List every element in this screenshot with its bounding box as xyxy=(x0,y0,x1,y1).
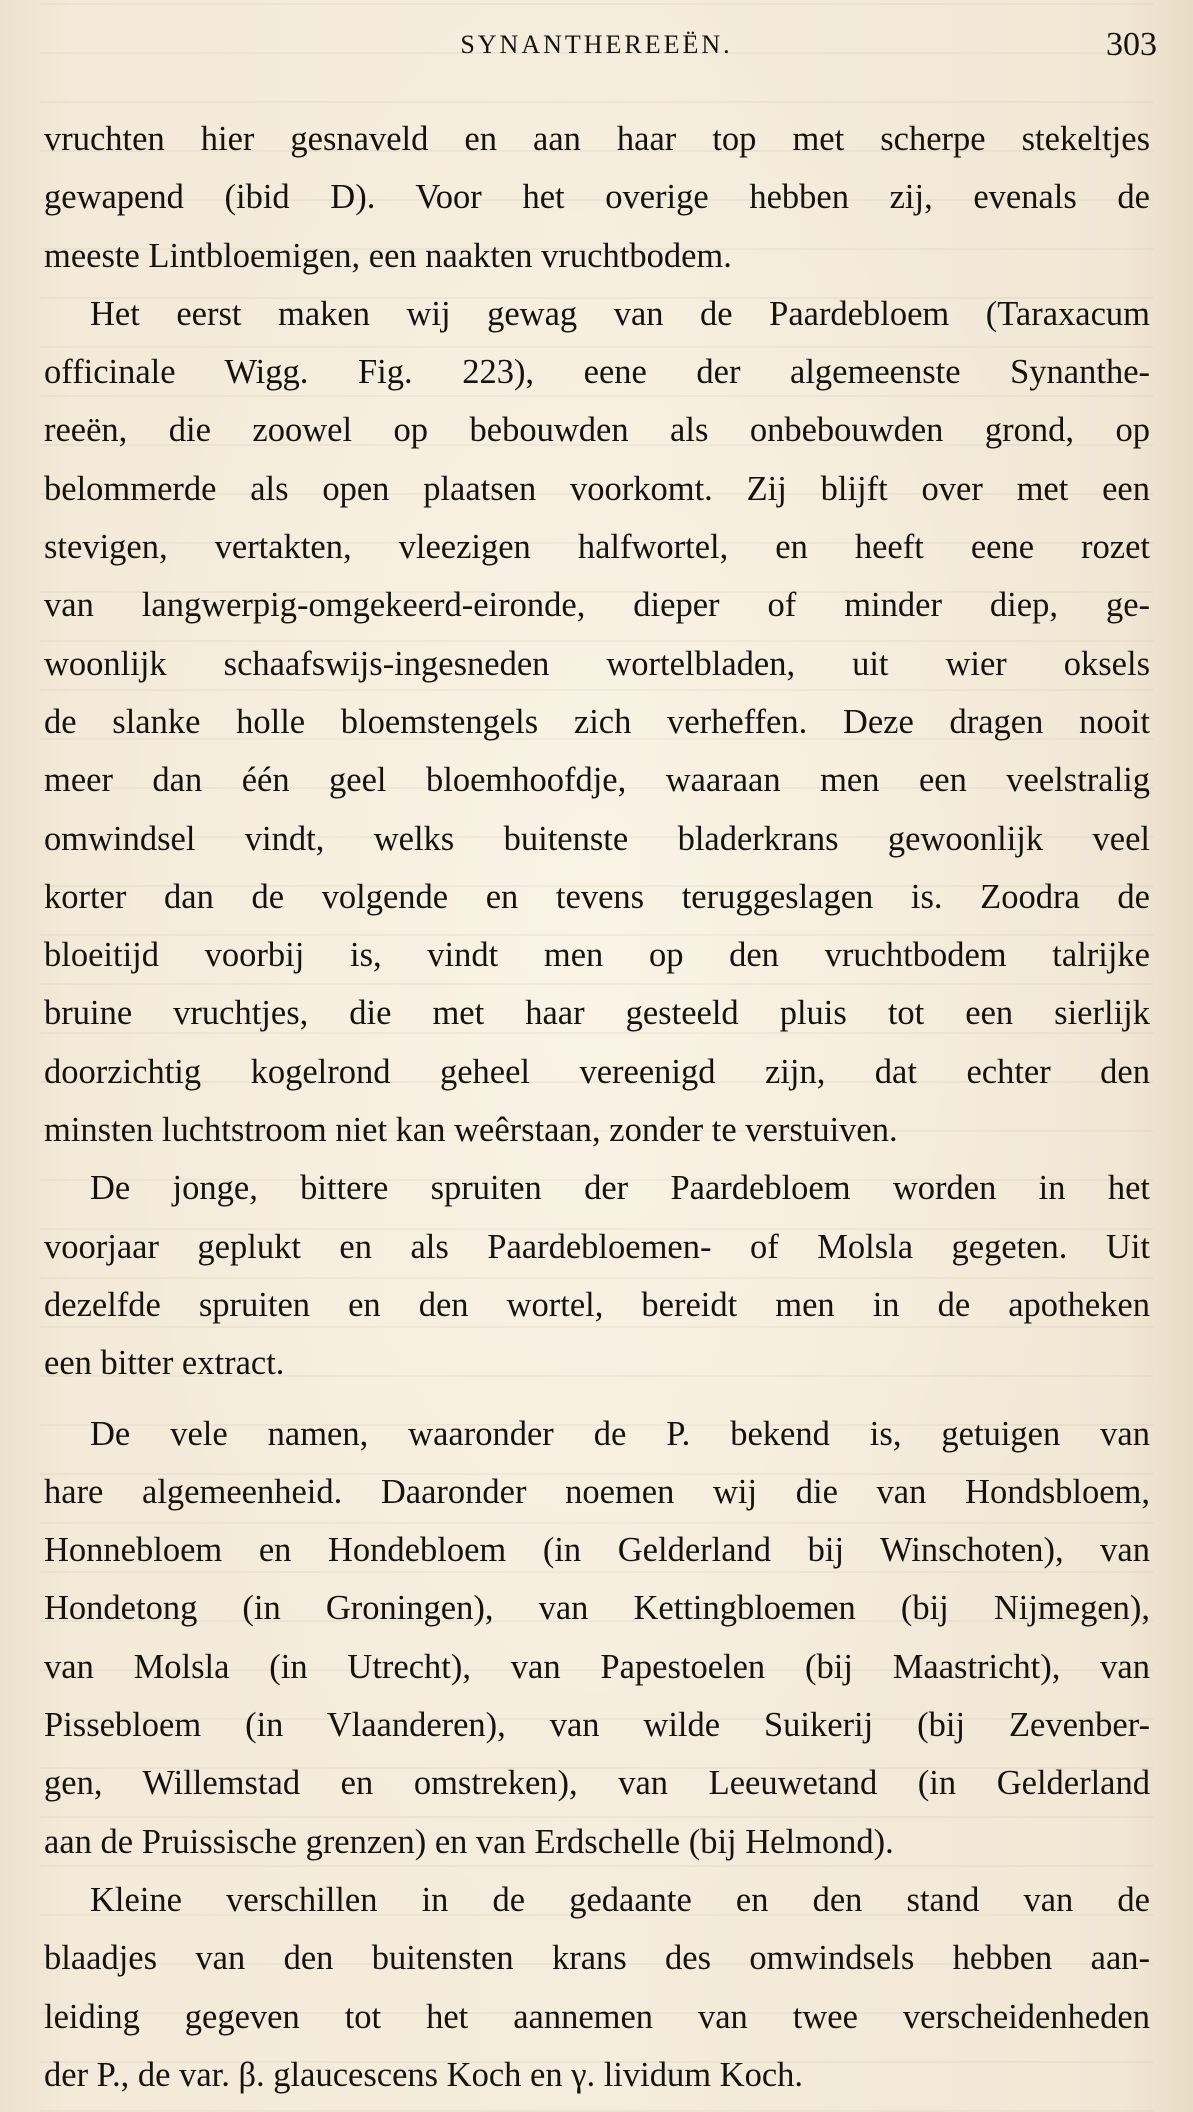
text-line: korter dan de volgende en tevens teruggeslagen is. Zoodra de xyxy=(44,877,1150,916)
text-line: de slanke holle bloemstengels zich verheffen. Deze dragen nooit xyxy=(44,702,1150,741)
text-line: een bitter extract. xyxy=(44,1344,285,1383)
text-line: minsten luchtstroom niet kan weêrstaan, zonder te verstuiven. xyxy=(44,1111,898,1150)
page-number: 303 xyxy=(1106,26,1157,63)
paragraph-2 xyxy=(44,285,1150,1159)
paragraph-1 xyxy=(44,110,1150,285)
text-line: doorzichtig kogelrond geheel vereenigd zijn, dat echter den xyxy=(44,1052,1150,1091)
text-line: Kleine verschillen in de gedaante en den stand van de xyxy=(90,1880,1150,1919)
text-line: officinale Wigg. Fig. 223), eene der algemeenste Synanthe- xyxy=(44,353,1150,392)
text-line: De vele namen, waaronder de P. bekend is, getuigen van xyxy=(90,1414,1150,1453)
paragraph-5 xyxy=(44,1871,1150,2104)
text-line: woonlijk schaafswijs-ingesneden wortelbladen, uit wier oksels xyxy=(44,644,1150,683)
text-line: gewapend (ibid D). Voor het overige hebben zij, evenals de xyxy=(44,178,1150,217)
text-line: der P., de var. β. glaucescens Koch en γ. lividum Koch. xyxy=(44,2055,804,2094)
text-line: meer dan één geel bloemhoofdje, waaraan men een veelstralig xyxy=(44,761,1150,800)
text-line: vruchten hier gesnaveld en aan haar top met scherpe stekeltjes xyxy=(44,120,1150,158)
paragraph-3 xyxy=(44,1159,1150,1392)
text-line: leiding gegeven tot het aannemen van twee verscheidenheden xyxy=(44,1997,1150,2036)
text-line: blaadjes van den buitensten krans des omwindsels hebben aan- xyxy=(44,1939,1150,1978)
text-line: Pissebloem (in Vlaanderen), van wilde Suikerij (bij Zevenber- xyxy=(44,1706,1150,1745)
text-line: gen, Willemstad en omstreken), van Leeuwetand (in Gelderland xyxy=(44,1764,1150,1803)
text-line: hare algemeenheid. Daaronder noemen wij die van Hondsbloem, xyxy=(44,1472,1150,1511)
running-title: SYNANTHEREEËN. xyxy=(460,30,733,59)
text-line: bruine vruchtjes, die met haar gesteeld pluis tot een sierlijk xyxy=(44,994,1150,1033)
text-line: omwindsel vindt, welks buitenste bladerkrans gewoonlijk veel xyxy=(44,819,1150,858)
text-line: belommerde als open plaatsen voorkomt. Zij blijft over met een xyxy=(44,469,1150,508)
paragraph-4 xyxy=(44,1405,1150,1871)
text-line: stevigen, vertakten, vleezigen halfwortel, en heeft eene rozet xyxy=(44,528,1150,567)
text-line: dezelfde spruiten en den wortel, bereidt men in de apotheken xyxy=(44,1285,1150,1324)
text-line: bloeitijd voorbij is, vindt men op den vruchtbodem talrijke xyxy=(44,936,1150,975)
running-head xyxy=(0,26,1193,70)
paragraph-gap xyxy=(44,1393,1150,1405)
text-line: Honnebloem en Hondebloem (in Gelderland bij Winschoten), van xyxy=(44,1531,1150,1570)
text-line: reeën, die zoowel op bebouwden als onbebouwden grond, op xyxy=(44,411,1150,450)
text-line: Het eerst maken wij gewag van de Paardebloem (Taraxacum xyxy=(90,294,1150,333)
text-line: van Molsla (in Utrecht), van Papestoelen (bij Maastricht), van xyxy=(44,1647,1150,1686)
text-line: meeste Lintbloemigen, een naakten vruchtbodem. xyxy=(44,236,732,275)
text-line: voorjaar geplukt en als Paardebloemen- of Molsla gegeten. Uit xyxy=(44,1227,1150,1266)
text-line: aan de Pruissische grenzen) en van Erdschelle (bij Helmond). xyxy=(44,1822,894,1861)
body-text xyxy=(44,110,1150,2104)
text-line: van langwerpig-omgekeerd-eironde, dieper of minder diep, ge- xyxy=(44,586,1150,625)
text-line: Hondetong (in Groningen), van Kettingbloemen (bij Nijmegen), xyxy=(44,1589,1150,1628)
text-line: De jonge, bittere spruiten der Paardebloem worden in het xyxy=(90,1169,1150,1208)
